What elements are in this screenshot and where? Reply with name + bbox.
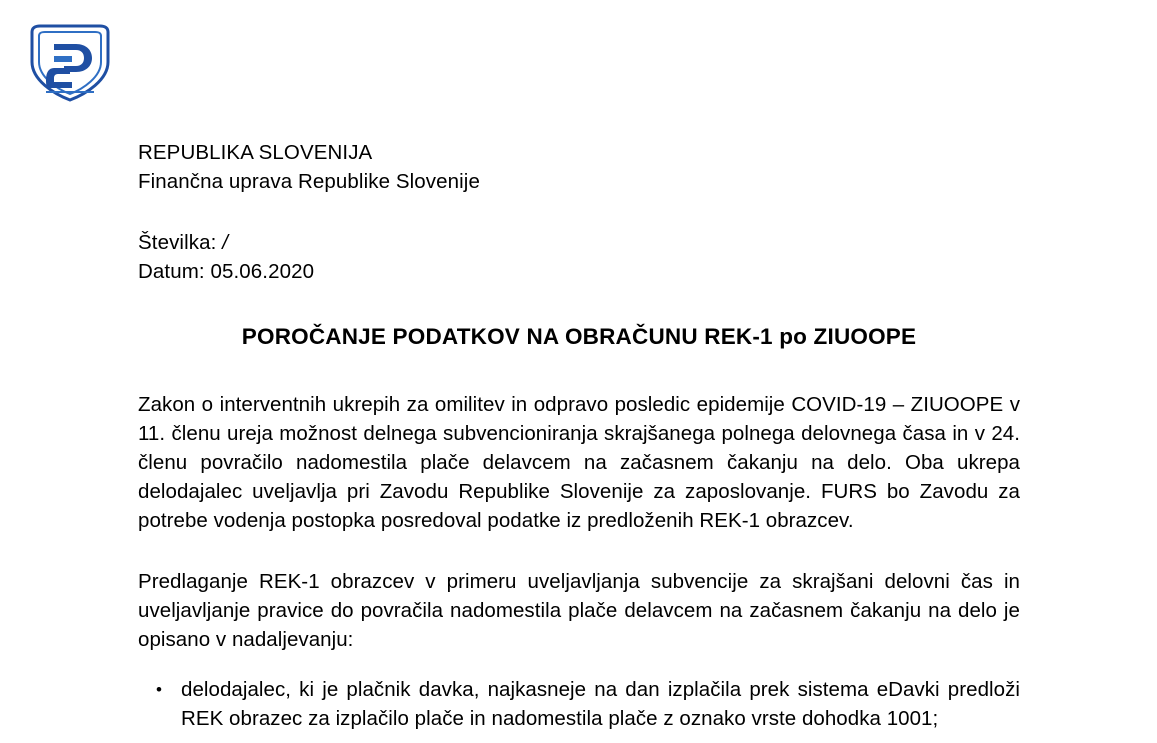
document-meta (138, 228, 1020, 286)
paragraph-2: Predlaganje REK-1 obrazcev v primeru uveljavljanja subvencije za skrajšani delovni čas in uveljavljanje pravice do povračila nadomestila plače delavcem na začasnem čakanju na delo je opisano v nadaljevanju: (138, 570, 1020, 651)
document-number-row (138, 228, 1020, 257)
page-title: POROČANJE PODATKOV NA OBRAČUNU REK-1 po ZIUOOPE (241, 324, 917, 349)
organization-block (138, 138, 1020, 196)
document-number-label: Številka: (138, 231, 217, 254)
organization-line-2: Finančna uprava Republike Slovenije (138, 170, 480, 193)
furs-shield-logo-icon (24, 22, 116, 104)
bullet-list (138, 675, 1020, 733)
organization-line-1: REPUBLIKA SLOVENIJA (138, 141, 373, 164)
document-number-value: / (222, 231, 228, 254)
document-date-value: 05.06.2020 (210, 260, 315, 283)
document-content (138, 138, 1020, 733)
list-item: • delodajalec, ki je plačnik davka, najkasneje na dan izplačila prek sistema eDavki predloži REK obrazec za izplačilo plače in nadomestila plače z oznako vrste dohodka 1001; (138, 675, 1020, 733)
document-date-label: Datum: (138, 260, 205, 283)
paragraph-1: Zakon o interventnih ukrepih za omilitev in odpravo posledic epidemije COVID-19 – ZIUOOPE v 11. členu ureja možnost delnega subvencioniranja skrajšanega polnega delovnega časa in v 24. členu povračilo nadomestila plače delavcem na začasnem čakanju na delo. Oba ukrepa delodajalec uveljavlja pri Zavodu Republike Slovenije za zaposlovanje. FURS bo Zavodu za potrebe vodenja postopka posredoval podatke iz predloženih REK-1 obrazcev. (138, 393, 1020, 532)
document-date-row (138, 257, 1020, 286)
